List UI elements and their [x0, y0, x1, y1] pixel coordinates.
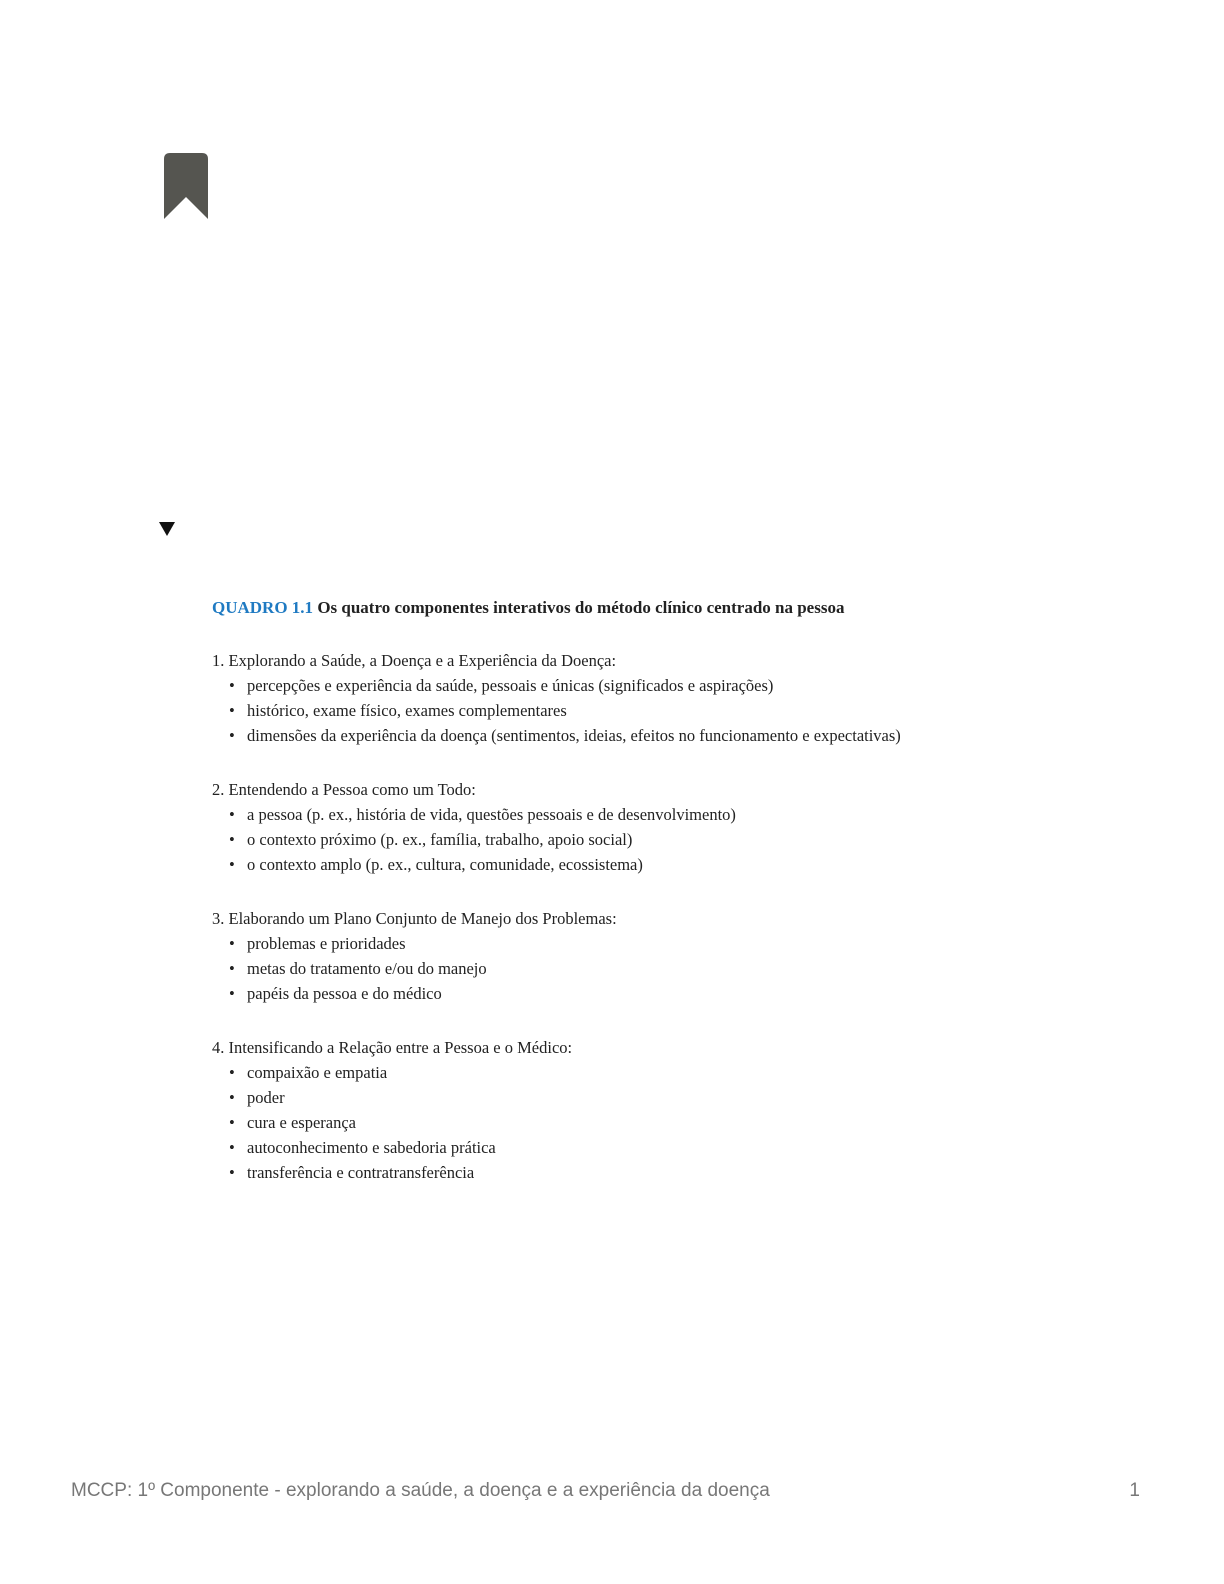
- bullet-icon: •: [229, 1163, 235, 1182]
- list-item: • dimensões da experiência da doença (sentimentos, ideias, efeitos no funcionamento e expectativas): [212, 723, 1032, 748]
- list-item: • transferência e contratransferência: [212, 1160, 1032, 1185]
- bullet-icon: •: [229, 934, 235, 953]
- list-item: • a pessoa (p. ex., história de vida, questões pessoais e de desenvolvimento): [212, 802, 1032, 827]
- bullet-icon: •: [229, 1113, 235, 1132]
- quadro-title: Os quatro componentes interativos do método clínico centrado na pessoa: [317, 598, 845, 617]
- bullet-icon: •: [229, 1138, 235, 1157]
- list-item: • histórico, exame físico, exames complementares: [212, 698, 1032, 723]
- list-item: • poder: [212, 1085, 1032, 1110]
- list-item: • papéis da pessoa e do médico: [212, 981, 1032, 1006]
- bullet-icon: •: [229, 984, 235, 1003]
- bookmark-icon[interactable]: [164, 153, 208, 219]
- quadro-heading: [212, 598, 1032, 618]
- section-4: [212, 1035, 1032, 1185]
- section-1: [212, 648, 1032, 748]
- section-heading: 4. Intensificando a Relação entre a Pessoa e o Médico:: [212, 1038, 573, 1057]
- bullet-icon: •: [229, 1063, 235, 1082]
- bullet-icon: •: [229, 701, 235, 720]
- bullet-icon: •: [229, 726, 235, 745]
- quadro-label: QUADRO 1.1: [212, 598, 314, 617]
- section-2: [212, 777, 1032, 877]
- list-item: • autoconhecimento e sabedoria prática: [212, 1135, 1032, 1160]
- list-item: • o contexto próximo (p. ex., família, trabalho, apoio social): [212, 827, 1032, 852]
- list-item: • metas do tratamento e/ou do manejo: [212, 956, 1032, 981]
- bullet-icon: •: [229, 1088, 235, 1107]
- quadro-box: [212, 598, 1032, 1214]
- section-heading: 1. Explorando a Saúde, a Doença e a Experiência da Doença:: [212, 651, 617, 670]
- list-item: • compaixão e empatia: [212, 1060, 1032, 1085]
- section-3: [212, 906, 1032, 1006]
- bullet-icon: •: [229, 855, 235, 874]
- bullet-icon: •: [229, 959, 235, 978]
- list-item: • o contexto amplo (p. ex., cultura, comunidade, ecossistema): [212, 852, 1032, 877]
- footer-title: MCCP: 1º Componente - explorando a saúde, a doença e a experiência da doença: [71, 1480, 770, 1501]
- bullet-icon: •: [229, 676, 235, 695]
- section-heading: 3. Elaborando um Plano Conjunto de Manejo dos Problemas:: [212, 909, 617, 928]
- bullet-icon: •: [229, 830, 235, 849]
- toggle-triangle-icon[interactable]: [158, 521, 176, 537]
- list-item: • cura e esperança: [212, 1110, 1032, 1135]
- section-heading: 2. Entendendo a Pessoa como um Todo:: [212, 780, 476, 799]
- bullet-icon: •: [229, 805, 235, 824]
- list-item: • percepções e experiência da saúde, pessoais e únicas (significados e aspirações): [212, 673, 1032, 698]
- list-item: • problemas e prioridades: [212, 931, 1032, 956]
- page-number: 1: [1129, 1480, 1140, 1501]
